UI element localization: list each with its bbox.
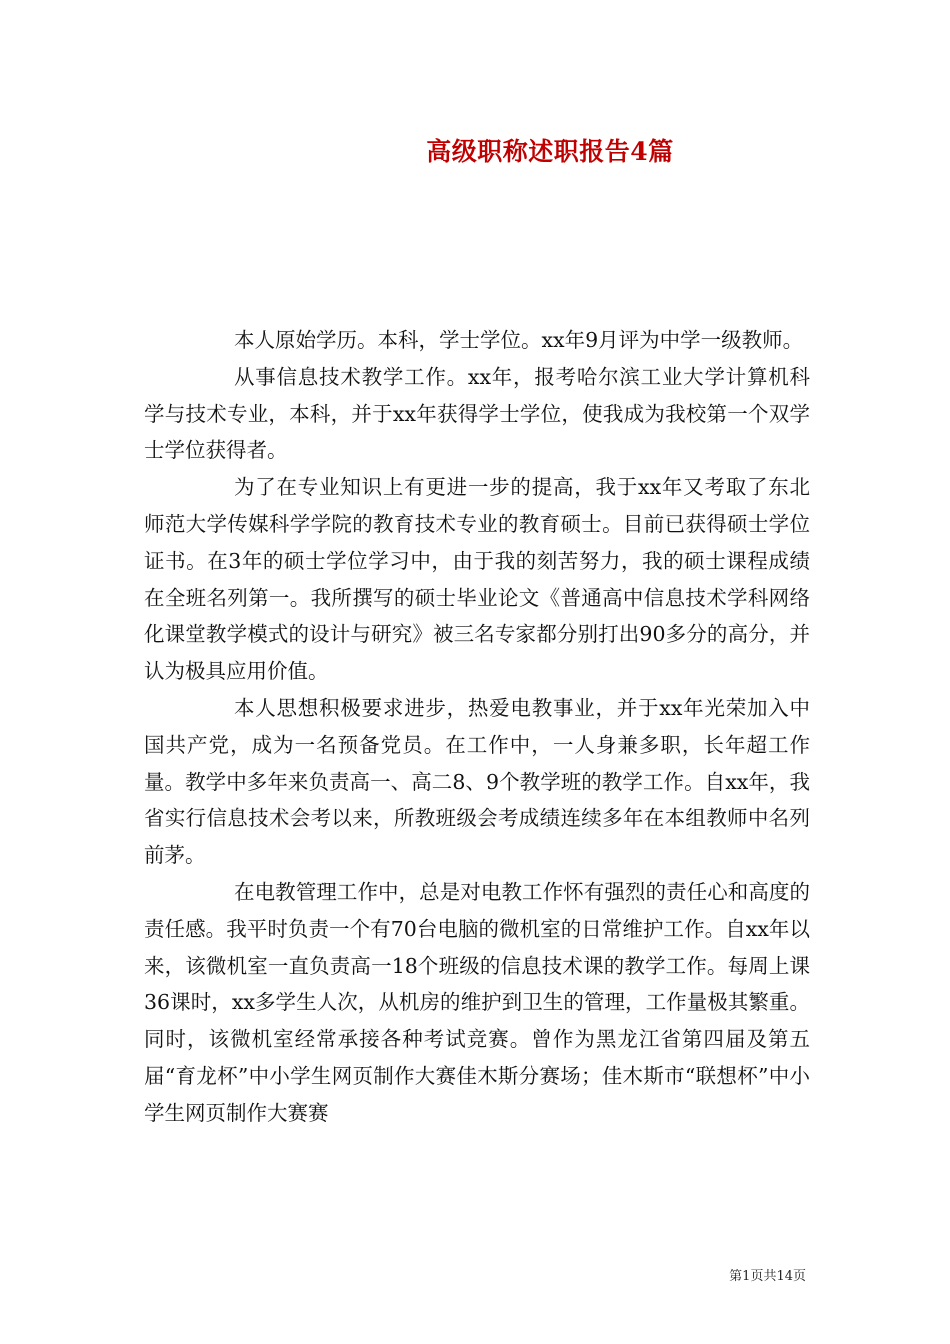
paragraph: 从事信息技术教学工作。xx年，报考哈尔滨工业大学计算机科学与技术专业，本科，并于xx年获得学士学位，使我成为我校第一个双学士学位获得者。 (144, 364, 810, 463)
document-title: 高级职称述职报告4篇 (426, 137, 674, 166)
page-number-footer: 第1页共14页 (729, 1269, 806, 1284)
paragraph: 为了在专业知识上有更进一步的提高，我于xx年又考取了东北师范大学传媒科学学院的教育技术专业的教育硕士。目前已获得硕士学位证书。在3年的硕士学位学习中，由于我的刻苦努力，我的硕士课程成绩在全班名列第一。我所撰写的硕士毕业论文《普通高中信息技术学科网络化课堂教学模式的设计与研究》被三名专家都分别打出90多分的高分，并认为极具应用价值。 (144, 475, 810, 684)
document-body (144, 322, 810, 1132)
paragraph: 在电教管理工作中，总是对电教工作怀有强烈的责任心和高度的责任感。我平时负责一个有70台电脑的微机室的日常维护工作。自xx年以来，该微机室一直负责高一18个班级的信息技术课的教学工作。每周上课36课时，xx多学生人次，从机房的维护到卫生的管理，工作量极其繁重。同时，该微机室经常承接各种考试竞赛。曾作为黑龙江省第四届及第五届“育龙杯”中小学生网页制作大赛佳木斯分赛场；佳木斯市“联想杯”中小学生网页制作大赛赛 (144, 879, 810, 1125)
paragraph: 本人原始学历。本科，学士学位。xx年9月评为中学一级教师。 (234, 328, 804, 352)
paragraph: 本人思想积极要求进步，热爱电教事业，并于xx年光荣加入中国共产党，成为一名预备党员。在工作中，一人身兼多职，长年超工作量。教学中多年来负责高一、高二8、9个教学班的教学工作。自xx年，我省实行信息技术会考以来，所教班级会考成绩连续多年在本组教师中名列前茅。 (144, 695, 810, 868)
